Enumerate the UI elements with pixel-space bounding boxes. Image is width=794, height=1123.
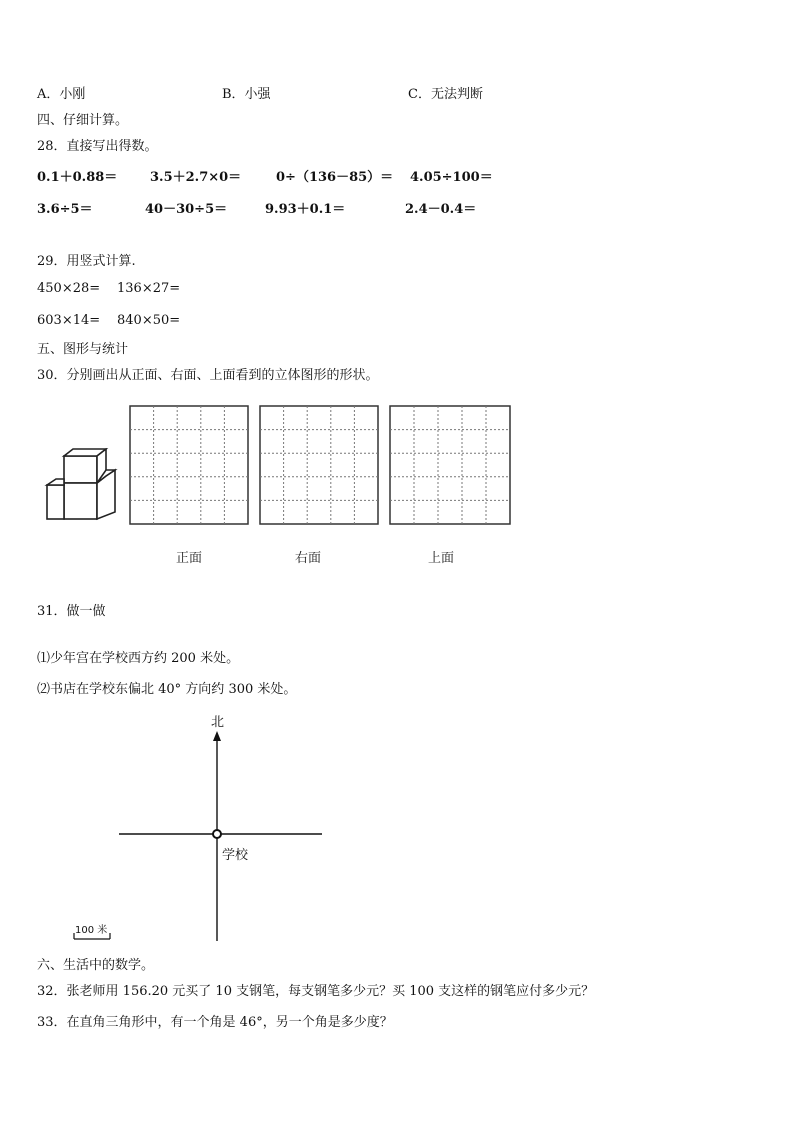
option-b: B．小强 xyxy=(222,87,271,102)
q28-r1-4: 4.05÷100＝ xyxy=(410,170,493,185)
option-c: C．无法判断 xyxy=(408,87,483,102)
q28-r2-1: 3.6÷5＝ xyxy=(37,202,93,217)
section-4-title: 四、仔细计算。 xyxy=(37,113,129,128)
q30-title: 30．分别画出从正面、右面、上面看到的立体图形的形状。 xyxy=(37,368,379,383)
caption-front: 正面 xyxy=(176,551,203,566)
q31-item-1: ⑴少年宫在学校西方约 200 米处。 xyxy=(37,651,240,666)
q29-item-2: 136×27= xyxy=(117,281,181,296)
section-6-title: 六、生活中的数学。 xyxy=(37,958,155,973)
q31-item-2: ⑵书店在学校东偏北 40° 方向约 300 米处。 xyxy=(37,682,297,697)
q28-title: 28．直接写出得数。 xyxy=(37,139,158,154)
q28-r1-1: 0.1＋0.88＝ xyxy=(37,170,118,185)
q31-title: 31．做一做 xyxy=(37,604,106,619)
scale-label: 100 米 xyxy=(75,925,108,936)
q32-text: 32．张老师用 156.20 元买了 10 支钢笔，每支钢笔多少元？买 100 支这样的钢笔应付多少元？ xyxy=(37,984,595,999)
q28-r1-3: 0÷（136－85）＝ xyxy=(276,170,394,185)
q33-text: 33．在直角三角形中，有一个角是 46°，另一个角是多少度？ xyxy=(37,1015,393,1030)
caption-top: 上面 xyxy=(428,551,455,566)
q28-r2-2: 40－30÷5＝ xyxy=(145,202,228,217)
right-view-grid[interactable] xyxy=(258,404,383,528)
q29-item-1: 450×28= xyxy=(37,281,101,296)
section-5-title: 五、图形与统计 xyxy=(37,342,129,357)
q29-title: 29．用竖式计算. xyxy=(37,254,136,269)
front-view-grid[interactable] xyxy=(128,404,253,528)
q28-r1-2: 3.5＋2.7×0＝ xyxy=(150,170,242,185)
north-label: 北 xyxy=(211,715,225,730)
scale-bar xyxy=(72,932,114,942)
q29-item-3: 603×14= xyxy=(37,313,101,328)
top-view-grid[interactable] xyxy=(388,404,518,528)
compass-axes xyxy=(115,728,330,943)
school-label: 学校 xyxy=(222,848,249,863)
q28-r2-4: 2.4－0.4＝ xyxy=(405,202,477,217)
q29-item-4: 840×50= xyxy=(117,313,181,328)
caption-right: 右面 xyxy=(295,551,322,566)
option-a: A．小刚 xyxy=(37,87,86,102)
cube-stack-figure xyxy=(44,448,118,524)
q28-r2-3: 9.93＋0.1＝ xyxy=(265,202,346,217)
